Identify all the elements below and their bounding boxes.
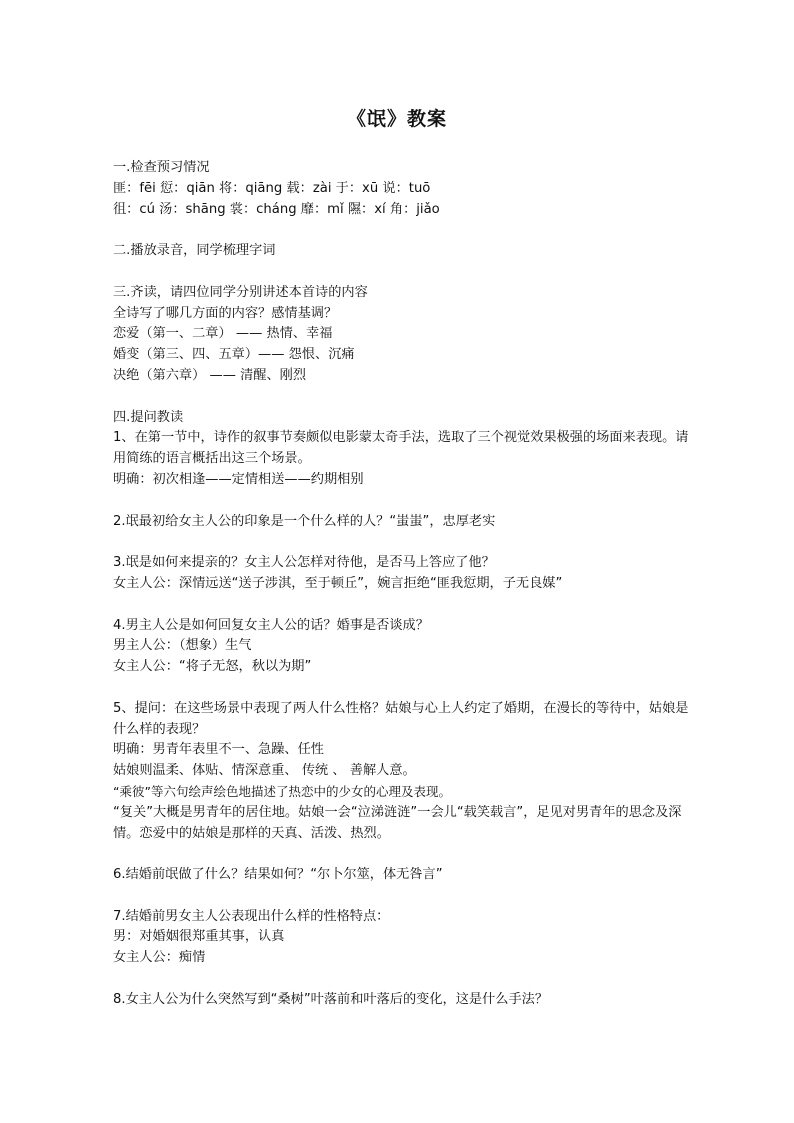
answer-7b: 女主人公：痴情 (113, 950, 206, 966)
section4-heading: 四.提问教读 (113, 409, 184, 425)
question-1: 1、在第一节中，诗作的叙事节奏颇似电影蒙太奇手法，选取了三个视觉效果极强的场面来表现。请用简练的语言概括出这三个场景。 (113, 430, 689, 467)
answer-7a: 男：对婚姻很郑重其事，认真 (113, 929, 285, 945)
answer-5d: “复关”大概是男青年的居住地。姑娘一会“泣涕涟涟”一会儿“载笑载言”，足见对男青年的思念及深情。恋爱中的姑娘是那样的天真、活泼、热烈。 (113, 804, 682, 841)
answer-4b: 女主人公：“将子无怒，秋以为期” (113, 659, 312, 675)
question-2: 2.氓最初给女主人公的印象是一个什么样的人？“蚩蚩”，忠厚老实 (113, 513, 496, 529)
pinyin-line-2: 徂：cú 汤：shāng 裳：cháng 靡：mǐ 隰：xí 角：jiǎo (113, 201, 440, 217)
pinyin-line-1: 匪：fēi 愆：qiān 将：qiāng 载：zài 于：xū 说：tuō (113, 180, 431, 196)
section1-heading: 一.检查预习情况 (113, 160, 210, 175)
document-title: 《氓》教案 (346, 108, 447, 130)
section3-item-1: 恋爱（第一、二章） —— 热情、幸福 (113, 326, 333, 342)
question-7: 7.结婚前男女主人公表现出什么样的性格特点： (113, 908, 390, 924)
question-6: 6.结婚前氓做了什么？结果如何？“尔卜尔筮，体无咎言” (113, 867, 443, 883)
section2-heading: 二.播放录音，同学梳理字词 (113, 243, 276, 259)
answer-1: 明确：初次相逢——定情相送——约期相别 (113, 471, 364, 487)
question-4: 4.男主人公是如何回复女主人公的话？婚事是否谈成？ (113, 617, 429, 633)
answer-3: 女主人公：深情远送“送子涉淇，至于顿丘”，婉言拒绝“匪我愆期，子无良媒” (113, 575, 563, 591)
question-8: 8.女主人公为什么突然写到“桑树”叶落前和叶落后的变化，这是什么手法？ (113, 991, 549, 1007)
document-body (113, 158, 693, 1011)
question-5: 5、提问：在这些场景中表现了两人什么性格？姑娘与心上人约定了婚期，在漫长的等待中，姑娘是什么样的表现？ (113, 700, 689, 737)
question-3: 3.氓是如何来提亲的？女主人公怎样对待他，是否马上答应了他？ (113, 555, 495, 571)
section3-item-2: 婚变（第三、四、五章）—— 怨恨、沉痛 (113, 347, 355, 363)
section3-heading: 三.齐读，请四位同学分别讲述本首诗的内容 (113, 284, 368, 300)
answer-5c: “乘彼”等六句绘声绘色地描述了热恋中的少女的心理及表现。 (113, 783, 451, 799)
answer-5b: 姑娘则温柔、体贴、情深意重、 传统 、 善解人意。 (113, 763, 416, 779)
answer-5a: 明确：男青年表里不一、急躁、任性 (113, 742, 324, 758)
section3-item-3: 决绝（第六章） —— 清醒、刚烈 (113, 367, 307, 383)
answer-4a: 男主人公：（想象）生气 (113, 638, 252, 654)
section3-question: 全诗写了哪几方面的内容？感情基调？ (113, 305, 338, 321)
